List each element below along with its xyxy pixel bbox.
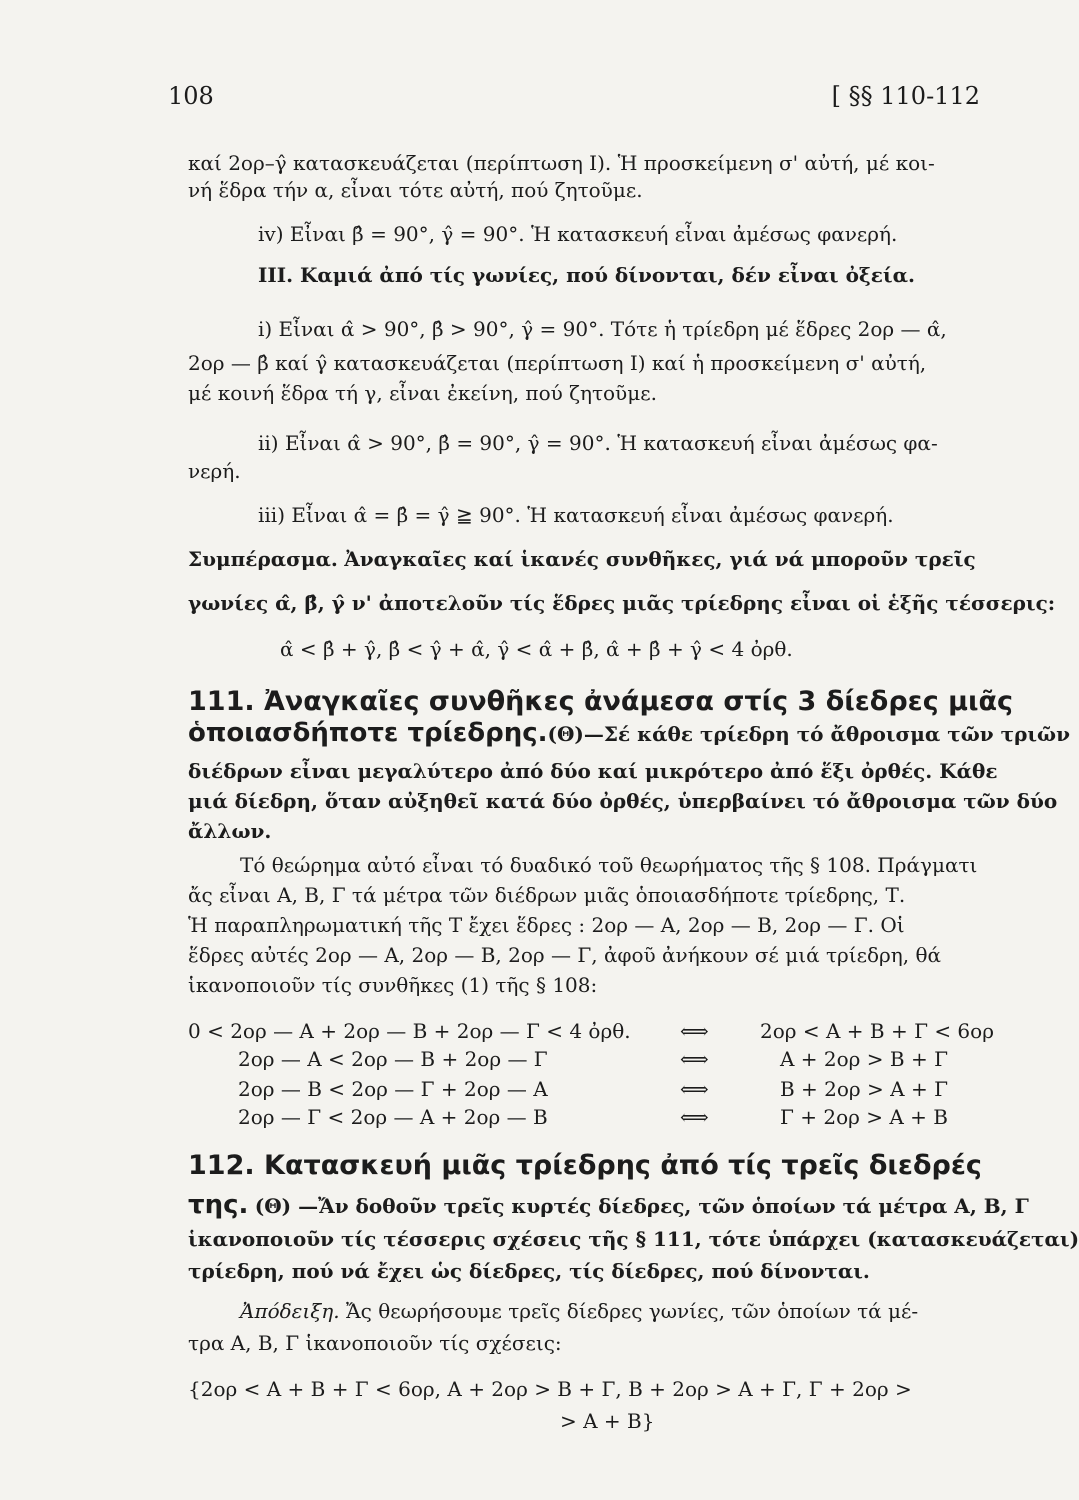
text-line: i) Εἶναι α̂ > 90°, β̂ > 90°, γ̂ = 90°. Τότε ἡ τρίεδρη μέ ἕδρες 2ορ — α̂, [258, 317, 947, 341]
conditions-formula: α̂ < β̂ + γ̂, β̂ < γ̂ + α̂, γ̂ < α̂ + β̂, α̂ + β̂ + γ̂ < 4 ὀρθ. [280, 637, 793, 661]
page-number: 108 [168, 82, 214, 110]
text-line: νή ἕδρα τήν α, εἶναι τότε αὐτή, πού ζητοῦμε. [188, 178, 643, 202]
theorem-112-text: ἱκανοποιοῦν τίς τέσσερις σχέσεις τῆς § 111, τότε ὑπάρχει (κατασκευάζεται) [188, 1227, 1079, 1251]
text-line: καί 2ορ–γ̂ κατασκευάζεται (περίπτωση I). Ἡ προσκείμενη σ' αὐτή, μέ κοι- [188, 151, 935, 175]
text-line: ἄς εἶναι Α, Β, Γ τά μέτρα τῶν διέδρων μιᾶς ὁποιασδήποτε τρίεδρης, Τ. [188, 883, 906, 907]
equivalence-sign: ⟺ [680, 1077, 709, 1101]
text-line: Ἡ παραπληρωματική τῆς Τ ἔχει ἕδρες : 2ορ — Α, 2ορ — Β, 2ορ — Γ. Οἱ [188, 913, 905, 937]
text-line: iii) Εἶναι α̂ = β̂ = γ̂ ≧ 90°. Ἡ κατασκευή εἶναι ἀμέσως φανερή. [258, 503, 894, 527]
conclusion-text: γωνίες α̂, β̂, γ̂ ν' ἀποτελοῦν τίς ἕδρες μιᾶς τρίεδρης εἶναι οἱ ἑξῆς τέσσερις: [188, 591, 1056, 615]
text-line: ἱκανοποιοῦν τίς συνθῆκες (1) τῆς § 108: [188, 973, 598, 997]
theorem-112-text: τρίεδρη, πού νά ἔχει ὡς δίεδρες, τίς δίεδρες, πού δίνονται. [188, 1259, 870, 1283]
relations-formula: {2ορ < Α + Β + Γ < 6ορ, Α + 2ορ > Β + Γ, Β + 2ορ > Α + Γ, Γ + 2ορ > [188, 1377, 912, 1401]
equation-right: 2ορ < Α + Β + Γ < 6ορ [760, 1019, 994, 1043]
theorem-111-text: ἄλλων. [188, 819, 272, 843]
theorem-112-line [188, 1190, 1029, 1220]
text-line: νερή. [188, 459, 241, 483]
equivalence-sign: ⟺ [680, 1019, 709, 1043]
conclusion-text: Ἀναγκαῖες καί ἱκανές συνθῆκες, γιά νά μποροῦν τρεῖς [344, 547, 976, 571]
proof-line [240, 1298, 992, 1324]
proof-text: Ἄς θεωρήσουμε τρεῖς δίεδρες γωνίες, τῶν ὁποίων τά μέ- [345, 1299, 919, 1323]
theorem-112-text: (Θ) —Ἄν δοθοῦν τρεῖς κυρτές δίεδρες, τῶν ὁποίων τά μέτρα Α, Β, Γ [254, 1194, 1029, 1218]
section-reference: [ §§ 110-112 [831, 82, 980, 110]
text-line: 2ορ — β̂ καί γ̂ κατασκευάζεται (περίπτωση I) καί ἡ προσκείμενη σ' αὐτή, [188, 351, 927, 375]
equation-left: 2ορ — Α < 2ορ — Β + 2ορ — Γ [238, 1047, 548, 1071]
text-line: ii) Εἶναι α̂ > 90°, β̂ = 90°, γ̂ = 90°. Ἡ κατασκευή εἶναι ἀμέσως φα- [258, 431, 938, 455]
text-line: μέ κοινή ἕδρα τή γ, εἶναι ἐκείνη, πού ζητοῦμε. [188, 381, 657, 405]
text-line: τρα Α, Β, Γ ἱκανοποιοῦν τίς σχέσεις: [188, 1331, 562, 1355]
theorem-111-text: (Θ)—Σέ κάθε τρίεδρη τό ἄθροισμα τῶν τριῶν [547, 722, 1070, 746]
section-111-heading: 111. Ἀναγκαῖες συνθῆκες ἀνάμεσα στίς 3 δίεδρες μιᾶς [188, 686, 1014, 717]
equation-left: 2ορ — Γ < 2ορ — Α + 2ορ — Β [238, 1105, 548, 1129]
text-line: Τό θεώρημα αὐτό εἶναι τό δυαδικό τοῦ θεωρήματος τῆς § 108. Πράγματι [240, 853, 978, 877]
conclusion-label: Συμπέρασμα. [188, 547, 338, 571]
equation-right: Β + 2ορ > Α + Γ [780, 1077, 948, 1101]
equation-left: 0 < 2ορ — Α + 2ορ — Β + 2ορ — Γ < 4 ὀρθ. [188, 1019, 631, 1043]
theorem-111-text: διέδρων εἶναι μεγαλύτερο ἀπό δύο καί μικρότερο ἀπό ἕξι ὀρθές. Κάθε [188, 759, 998, 783]
equation-left: 2ορ — Β < 2ορ — Γ + 2ορ — Α [238, 1077, 548, 1101]
case-III-heading: III. Καμιά ἀπό τίς γωνίες, πού δίνονται, δέν εἶναι ὀξεία. [258, 263, 915, 287]
theorem-111-line [188, 718, 1070, 748]
relations-formula-cont: > Α + Β} [560, 1409, 655, 1433]
conclusion-line [188, 546, 992, 572]
section-112-heading: 112. Κατασκευή μιᾶς τρίεδρης ἀπό τίς τρεῖς διεδρές [188, 1150, 982, 1181]
case-iv-line: iv) Εἶναι β̂ = 90°, γ̂ = 90°. Ἡ κατασκευή εἶναι ἀμέσως φανερή. [258, 222, 898, 246]
text-line: ἕδρες αὐτές 2ορ — Α, 2ορ — Β, 2ορ — Γ, ἀφοῦ ἀνήκουν σέ μιά τρίεδρη, θά [188, 943, 942, 967]
equivalence-sign: ⟺ [680, 1047, 709, 1071]
theorem-111-text: μιά δίεδρη, ὅταν αὐξηθεῖ κατά δύο ὀρθές, ὑπερβαίνει τό ἄθροισμα τῶν δύο [188, 789, 1058, 813]
equation-right: Α + 2ορ > Β + Γ [780, 1047, 948, 1071]
equivalence-sign: ⟺ [680, 1105, 709, 1129]
section-111-heading-cont: ὁποιασδήποτε τρίεδρης. [188, 718, 548, 748]
equation-right: Γ + 2ορ > Α + Β [780, 1105, 948, 1129]
section-112-heading-cont: της. [188, 1190, 249, 1220]
proof-label: Ἀπόδειξη. [240, 1299, 340, 1323]
